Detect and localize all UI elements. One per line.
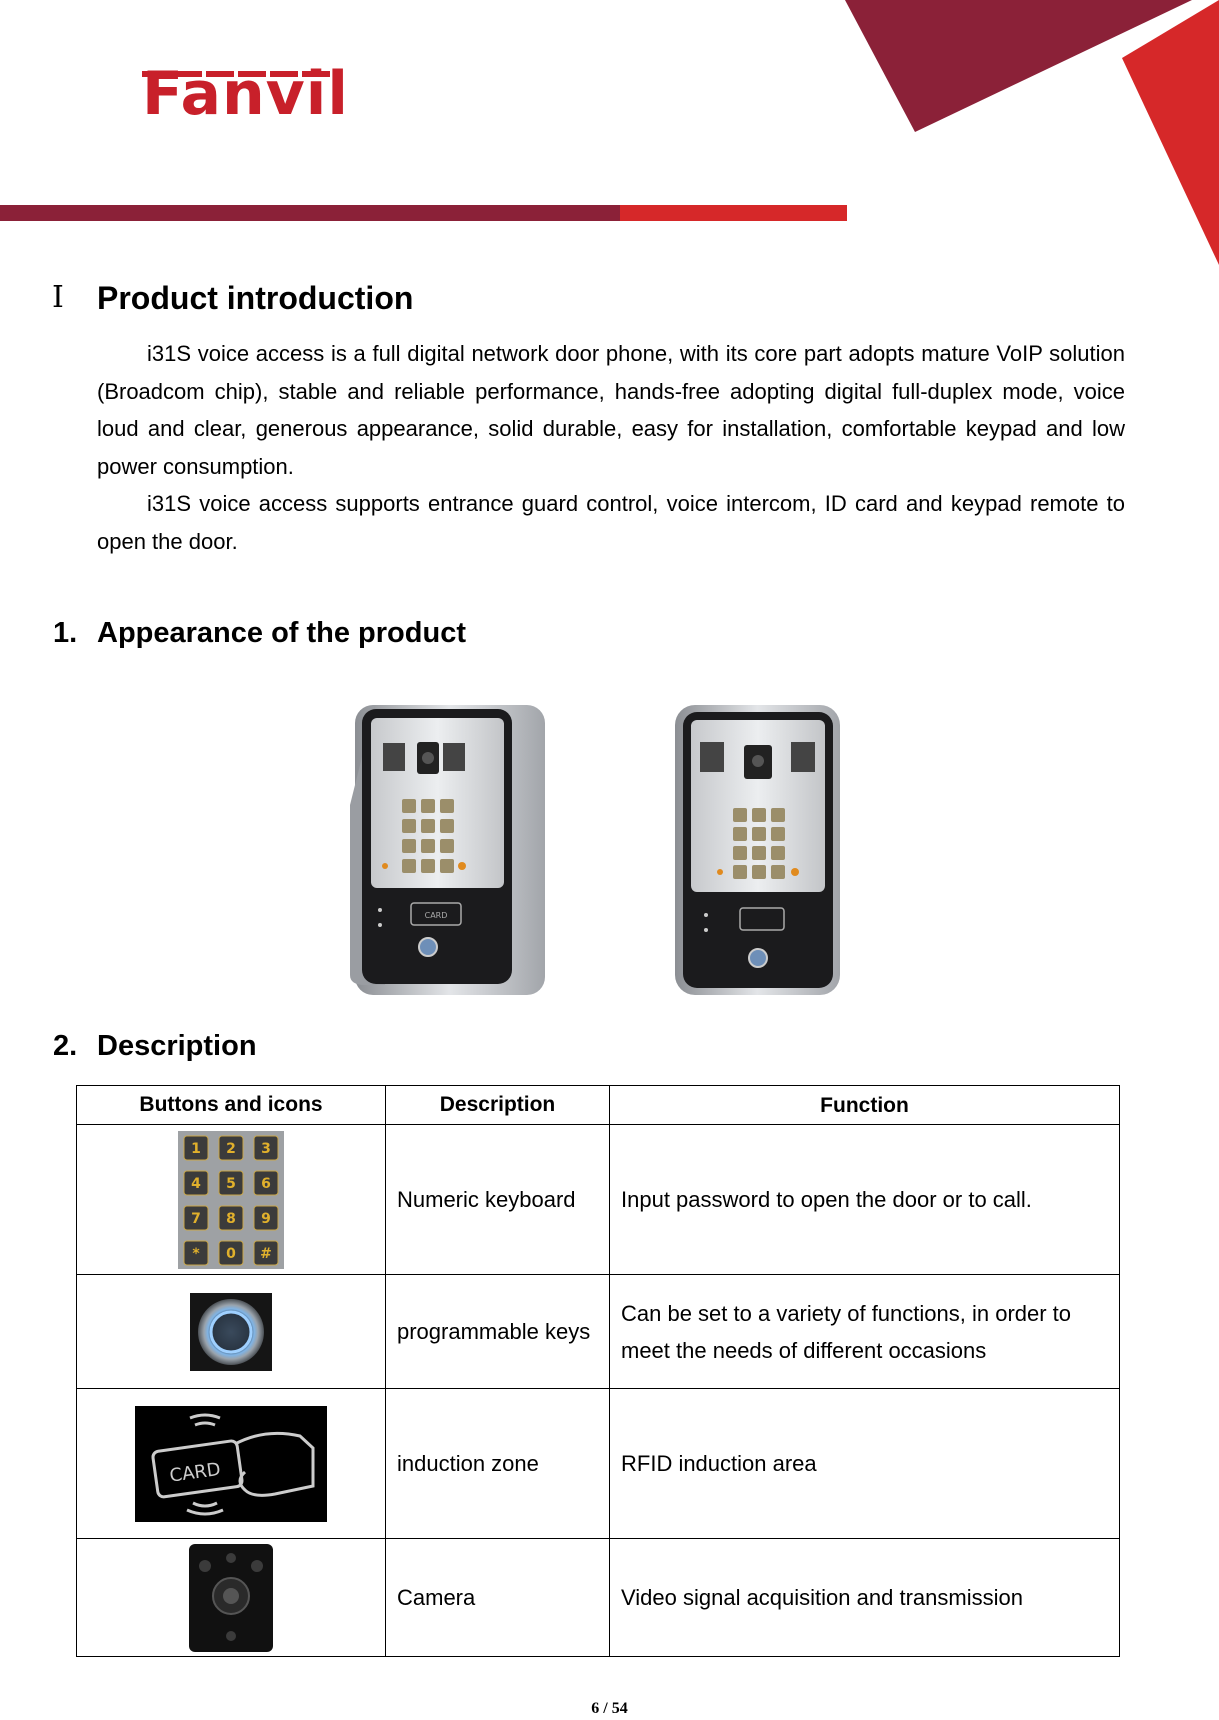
section-number: Ⅰ xyxy=(52,280,64,315)
column-header: Function xyxy=(610,1086,1120,1125)
key-label: 2 xyxy=(226,1140,236,1157)
intro-paragraph-2: i31S voice access supports entrance guard control, voice intercom, ID card and keypad remote to open the door. xyxy=(97,491,1125,554)
column-header: Description xyxy=(386,1086,610,1125)
table-row xyxy=(77,1539,1120,1657)
heading-number: 2. xyxy=(53,1030,78,1062)
description-cell: Camera xyxy=(386,1539,610,1657)
key-label: 8 xyxy=(226,1210,236,1227)
description-cell: programmable keys xyxy=(386,1275,610,1389)
product-image-flush xyxy=(670,700,845,1000)
key-label: 3 xyxy=(261,1140,271,1157)
product-image-surface xyxy=(325,685,560,1000)
icon-cell xyxy=(77,1125,386,1275)
card-reader-icon xyxy=(135,1406,327,1522)
key-label: 1 xyxy=(191,1140,201,1157)
page-number: 6 / 54 xyxy=(591,1700,628,1717)
function-cell: Can be set to a variety of functions, in order to meet the needs of different occasions xyxy=(610,1275,1120,1389)
key-label: 6 xyxy=(261,1175,271,1192)
key-label: 7 xyxy=(191,1210,201,1227)
key-label: # xyxy=(260,1245,272,1262)
camera-icon xyxy=(189,1544,273,1652)
key-label: 9 xyxy=(261,1210,271,1227)
section-title: Product introduction xyxy=(97,280,414,316)
table-header-row xyxy=(77,1086,1120,1125)
heading-number: 1. xyxy=(53,617,78,649)
key-label: * xyxy=(192,1245,200,1262)
function-cell: Video signal acquisition and transmission xyxy=(610,1539,1120,1657)
icon-cell xyxy=(77,1275,386,1389)
programmable-key-icon xyxy=(190,1293,272,1371)
intro-paragraph-1: i31S voice access is a full digital network door phone, with its core part adopts mature VoIP solution (Broadcom chip), stable and reliable performance, hands-free adopting digital full-duplex mode, voice loud and clear, generous appearance, solid durable, easy for installation, comfortable keypad and low power consumption. xyxy=(97,341,1125,479)
intro-text xyxy=(97,335,1125,560)
description-cell: Numeric keyboard xyxy=(386,1125,610,1275)
description-cell: induction zone xyxy=(386,1389,610,1539)
icon-cell xyxy=(77,1539,386,1657)
heading-title: Description xyxy=(97,1030,257,1062)
function-cell: RFID induction area xyxy=(610,1389,1120,1539)
key-label: 4 xyxy=(191,1175,201,1192)
numeric-keyboard-icon xyxy=(178,1131,284,1269)
fanvil-logo: Fanvil xyxy=(142,59,349,129)
column-header: Buttons and icons xyxy=(77,1086,386,1125)
icon-cell xyxy=(77,1389,386,1539)
heading-title: Appearance of the product xyxy=(97,617,466,649)
table-row xyxy=(77,1389,1120,1539)
key-label: 5 xyxy=(226,1175,236,1192)
description-table xyxy=(76,1085,1120,1657)
card-label: CARD xyxy=(168,1458,222,1487)
table-row xyxy=(77,1125,1120,1275)
header-decoration xyxy=(0,0,1219,270)
function-cell: Input password to open the door or to call. xyxy=(610,1125,1120,1275)
card-label: CARD xyxy=(424,911,448,920)
key-label: 0 xyxy=(226,1245,236,1262)
table-row xyxy=(77,1275,1120,1389)
